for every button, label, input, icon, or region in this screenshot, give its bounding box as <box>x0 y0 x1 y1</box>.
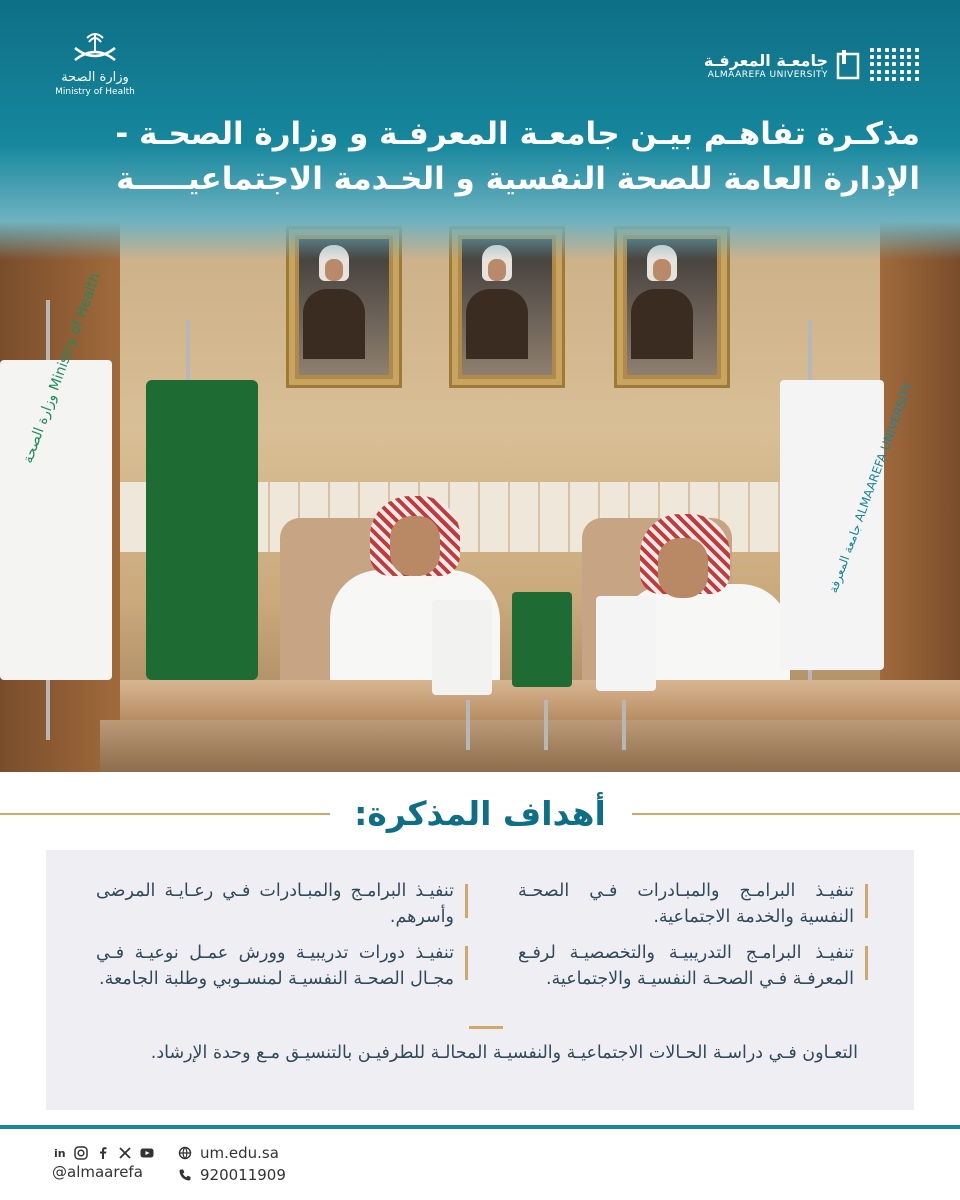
heading-rule-right <box>632 813 960 815</box>
footer-rule <box>0 1125 960 1129</box>
x-icon[interactable] <box>118 1146 132 1160</box>
flag-ministry-of-health <box>0 270 112 680</box>
objective-text: تنفيـذ البرامـج والمبـادرات فـي الصحـة النفسية والخدمة الاجتماعية. <box>518 881 854 927</box>
objective-item <box>96 878 454 930</box>
objective-item <box>518 878 854 930</box>
chair-left <box>280 518 430 688</box>
objective-bullet-bar <box>465 884 468 918</box>
youtube-icon[interactable] <box>140 1146 154 1160</box>
objective-item <box>518 940 854 992</box>
instagram-icon[interactable] <box>74 1146 88 1160</box>
linkedin-icon[interactable]: in <box>54 1146 66 1160</box>
phone-text: 920011909 <box>200 1166 286 1184</box>
desk-flag-stand-2 <box>544 700 548 750</box>
moh-name-en: Ministry of Health <box>55 87 135 97</box>
title-line-2: الإدارة العامة للصحة النفسية و الخـدمة الاجتماعيـــــة <box>116 161 920 197</box>
objective-item <box>96 940 454 992</box>
moh-palm-swords-icon <box>65 30 125 64</box>
desk-flag-moh <box>432 600 492 695</box>
objective-bullet-bar <box>865 884 868 918</box>
flag-moh-text: وزارة الصحة Ministry of Health <box>20 270 104 466</box>
um-name-ar: جامعـة المعرفـة <box>703 50 828 70</box>
desk-flag-ksa <box>512 592 572 687</box>
globe-icon <box>178 1146 192 1160</box>
objective-text: تنفيـذ دورات تدريبيـة وورش عمـل نوعيـة فـي مجـال الصحـة النفسيـة لمنسـوبي وطلبة الجامعة. <box>96 943 454 989</box>
social-handle[interactable]: @almaarefa <box>52 1163 143 1181</box>
um-name-en: ALMAAREFA UNIVERSITY <box>707 69 828 80</box>
website-link[interactable] <box>178 1144 279 1162</box>
decorative-frieze <box>120 482 880 552</box>
title-line-1: مذكـرة تفاهـم بيـن جامعـة المعرفـة و وزارة الصحـة - <box>115 116 920 152</box>
desk-flag-um <box>596 596 656 691</box>
chair-right <box>582 518 732 688</box>
table-front <box>100 720 960 772</box>
desk-flag-stand-1 <box>466 700 470 750</box>
objectives-divider <box>469 1026 503 1029</box>
objective-text: تنفيـذ البرامـج التدريبيـة والتخصصيـة لرفـع المعرفـة فـي الصحـة النفسيـة والاجتماعية. <box>518 943 854 989</box>
moh-name-ar: وزارة الصحة <box>61 70 129 85</box>
flag-pole-left <box>46 300 50 740</box>
objectives-heading: أهداف المذكرة: <box>354 794 606 833</box>
objective-bullet-bar <box>865 946 868 980</box>
objective-item <box>90 1040 858 1066</box>
signing-table <box>120 680 960 720</box>
flag-pole-ksa <box>186 320 190 680</box>
social-links <box>54 1146 154 1160</box>
objective-bullet-bar <box>465 946 468 980</box>
objectives-panel <box>46 850 914 1110</box>
signing-ceremony-photo <box>0 200 960 772</box>
facebook-icon[interactable] <box>96 1146 110 1160</box>
header-band <box>0 0 960 260</box>
page-title <box>40 112 920 202</box>
website-text: um.edu.sa <box>200 1144 279 1162</box>
phone-link[interactable] <box>178 1166 286 1184</box>
wood-panel-left <box>0 200 120 772</box>
um-dots-mark <box>870 48 920 82</box>
phone-icon <box>178 1168 192 1182</box>
flag-saudi-arabia <box>146 380 258 680</box>
um-book-icon <box>836 50 862 80</box>
desk-flag-stand-3 <box>622 700 626 750</box>
wood-panel-right <box>880 200 960 772</box>
objective-text: تنفيـذ البرامـج والمبـادرات فـي رعـايـة المرضى وأسرهم. <box>96 881 454 927</box>
flag-um-text: جامعة المعرفة ALMAAREFA UNIVERSITY <box>826 380 916 595</box>
heading-rule-left <box>0 813 330 815</box>
flag-almaarefa-university <box>780 380 916 670</box>
um-logo <box>704 48 920 82</box>
flag-pole-right <box>808 320 812 680</box>
moh-logo <box>40 30 150 97</box>
objective-text: التعـاون فـي دراسـة الحـالات الاجتماعيـة والنفسيـة المحالـة للطرفيـن بالتنسيـق مـع وحدة الإرشاد. <box>150 1043 858 1063</box>
